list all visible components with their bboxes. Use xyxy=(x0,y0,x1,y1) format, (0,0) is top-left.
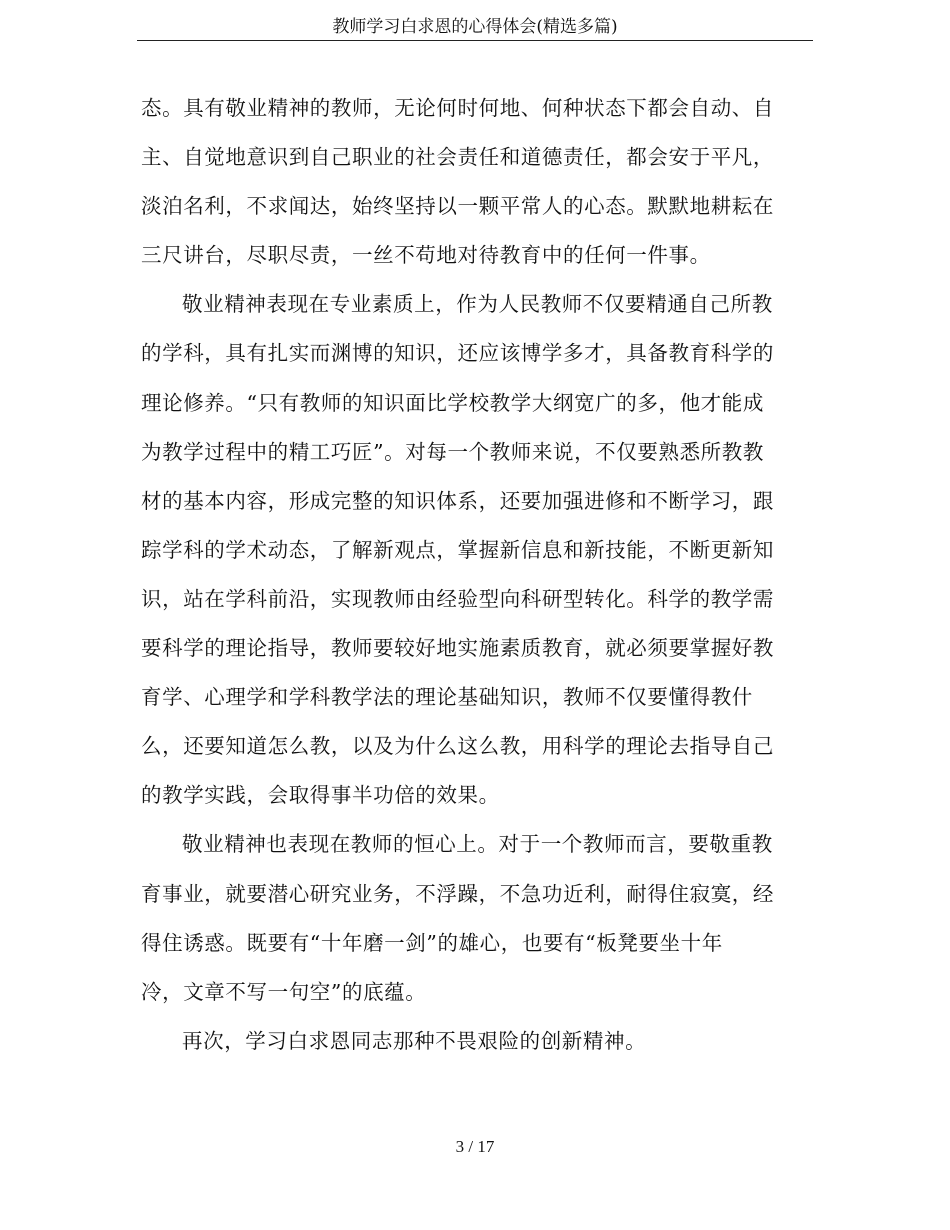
paragraph xyxy=(141,1017,793,1066)
paragraph xyxy=(141,820,793,1016)
text-line: 敬业精神也表现在教师的恒心上。对于一个教师而言，要敬重教 xyxy=(182,832,773,857)
paragraph xyxy=(141,84,793,280)
text-line: 敬业精神表现在专业素质上，作为人民教师不仅要精通自己所教 xyxy=(182,292,773,317)
running-header: 教师学习白求恩的心得体会(精选多篇) xyxy=(332,17,618,37)
header-rule xyxy=(137,40,813,41)
text-line: 的教学实践，会取得事半功倍的效果。 xyxy=(141,783,500,808)
text-line: 得住诱惑。既要有“十年磨一剑”的雄心，也要有“板凳要坐十年 xyxy=(141,930,723,955)
text-line: 育学、心理学和学科教学法的理论基础知识，教师不仅要懂得教什 xyxy=(141,685,753,710)
text-line: 么，还要知道怎么教，以及为什么这么教，用科学的理论去指导自己 xyxy=(141,734,774,759)
text-line: 要科学的理论指导，教师要较好地实施素质教育，就必须要掌握好教 xyxy=(141,636,774,661)
text-line: 为教学过程中的精工巧匠”。对每一个教师来说，不仅要熟悉所教教 xyxy=(141,439,764,464)
paragraph xyxy=(141,280,793,820)
text-line: 的学科，具有扎实而渊博的知识，还应该博学多才，具备教育科学的 xyxy=(141,341,774,366)
page-number: 3 / 17 xyxy=(455,1137,495,1156)
text-line: 理论修养。“只有教师的知识面比学校教学大纲宽广的多，他才能成 xyxy=(141,390,764,415)
text-line: 淡泊名利，不求闻达，始终坚持以一颗平常人的心态。默默地耕耘在 xyxy=(141,194,774,219)
text-line: 态。具有敬业精神的教师，无论何时何地、何种状态下都会自动、自 xyxy=(141,96,774,120)
text-line: 踪学科的学术动态，了解新观点，掌握新信息和新技能，不断更新知 xyxy=(141,537,774,562)
text-line: 再次，学习白求恩同志那种不畏艰险的创新精神。 xyxy=(182,1028,647,1053)
text-line: 识，站在学科前沿，实现教师由经验型向科研型转化。科学的教学需 xyxy=(141,586,774,611)
text-line: 冷，文章不写一句空”的底蕴。 xyxy=(141,979,427,1004)
text-line: 主、自觉地意识到自己职业的社会责任和道德责任，都会安于平凡， xyxy=(141,145,774,170)
text-line: 三尺讲台，尽职尽责，一丝不苟地对待教育中的任何一件事。 xyxy=(141,243,711,268)
document-body xyxy=(141,84,793,1066)
text-line: 材的基本内容，形成完整的知识体系，还要加强进修和不断学习，跟 xyxy=(141,488,774,513)
text-line: 育事业，就要潜心研究业务，不浮躁，不急功近利，耐得住寂寞，经 xyxy=(141,881,774,906)
